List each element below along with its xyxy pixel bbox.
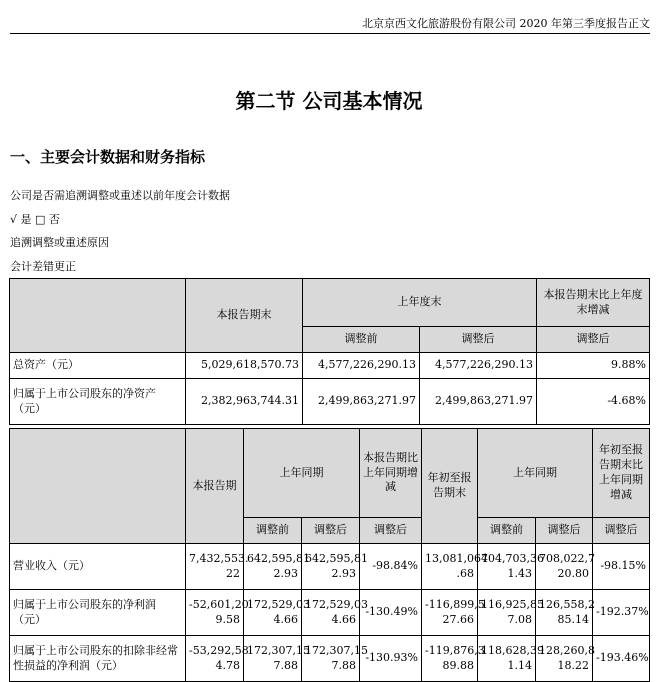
cell-after-ytd-line2: 18.22: [557, 658, 589, 672]
cell-before-line1: 172,307,15: [247, 643, 310, 657]
income-header-after-ytd: 调整后: [536, 518, 593, 544]
cell-ytd-line1: -116,899,5: [425, 597, 485, 611]
income-header-same-last: 上年同期: [244, 429, 360, 518]
table-row: [10, 544, 650, 590]
cell-before-line2: 7.88: [273, 658, 298, 672]
cell-before: 2,499,863,271.97: [303, 379, 420, 425]
table-row: [10, 379, 650, 425]
header-rule: [10, 33, 650, 34]
section-title: 第二节 公司基本情况: [235, 89, 423, 113]
cell-before-ytd-line1: 116,925,85: [481, 597, 544, 611]
cell-before-line1: 642,595,81: [247, 551, 310, 565]
cell-period-change: -130.49%: [360, 590, 422, 636]
income-header-after-change: 调整后: [360, 518, 422, 544]
cell-after-line2: 2.93: [331, 566, 356, 580]
cell-after-ytd-line2: 20.80: [557, 566, 589, 580]
cell-before-line2: 2.93: [273, 566, 298, 580]
income-header-after-ytd-change: 调整后: [593, 518, 650, 544]
balance-header-last-year: 上年度末: [303, 279, 537, 327]
cell-ytd-change: -192.37%: [593, 590, 650, 636]
income-header-after: 调整后: [302, 518, 360, 544]
income-header-period: 本报告期: [186, 429, 244, 544]
cell-before-ytd-line1: 704,703,36: [481, 551, 544, 565]
cell-before: 4,577,226,290.13: [303, 353, 420, 379]
cell-before-line2: 4.66: [273, 612, 298, 626]
cell-period-line2: 4.78: [215, 658, 240, 672]
cell-ytd-line1: 13,081,064: [425, 551, 488, 565]
cell-after-line2: 7.88: [331, 658, 356, 672]
row-label: 归属于上市公司股东的净利润（元）: [10, 590, 186, 636]
balance-header-before: 调整前: [303, 327, 420, 353]
subsection-title: 一、主要会计数据和财务指标: [10, 148, 206, 166]
cell-period-line2: 22: [226, 566, 240, 580]
cell-after-ytd-line1: 708,022,7: [539, 551, 595, 565]
cell-before-line1: 172,529,03: [247, 597, 310, 611]
cell-period-line1: -53,292,58: [189, 643, 249, 657]
balance-header-after-change: 调整后: [537, 327, 650, 353]
paragraph-restatement-reason-label: 追溯调整或重述原因: [10, 236, 109, 249]
cell-after: 4,577,226,290.13: [420, 353, 537, 379]
row-label: 归属于上市公司股东的净资产（元）: [10, 379, 186, 425]
cell-after-line1: 172,307,15: [305, 643, 368, 657]
cell-ytd-line1: -119,876,3: [425, 643, 485, 657]
income-header-before: 调整前: [244, 518, 302, 544]
running-header: 北京京西文化旅游股份有限公司 2020 年第三季度报告正文: [362, 17, 650, 30]
paragraph-restatement-answer: √ 是 □ 否: [10, 213, 60, 226]
income-header-before-ytd: 调整前: [478, 518, 536, 544]
cell-current: 2,382,963,744.31: [186, 379, 303, 425]
cell-ytd-line2: 89.88: [442, 658, 474, 672]
cell-after-ytd-line2: 85.14: [557, 612, 589, 626]
row-label: 总资产（元）: [10, 353, 186, 379]
cell-period-change: -98.84%: [360, 544, 422, 590]
income-header-period-change: 本报告期比上年同期增减: [360, 429, 422, 518]
paragraph-restatement-reason: 会计差错更正: [10, 260, 76, 273]
cell-after-ytd-line1: 128,260,8: [539, 643, 595, 657]
cell-current: 5,029,618,570.73: [186, 353, 303, 379]
income-header-same-last-ytd: 上年同期: [478, 429, 593, 518]
table-row: [10, 590, 650, 636]
balance-header-current: 本报告期末: [186, 279, 303, 353]
cell-before-ytd-line2: 1.43: [507, 566, 532, 580]
cell-after-line2: 4.66: [331, 612, 356, 626]
income-header-ytd-change: 年初至报告期末比上年同期增减: [593, 429, 650, 518]
cell-ytd-line2: .68: [456, 566, 474, 580]
cell-change: -4.68%: [537, 379, 650, 425]
balance-header-change: 本报告期末比上年度末增减: [537, 279, 650, 327]
balance-header-after: 调整后: [420, 327, 537, 353]
cell-before-ytd-line2: 7.08: [507, 612, 532, 626]
cell-period-change: -130.93%: [360, 636, 422, 682]
row-label: 归属于上市公司股东的扣除非经常性损益的净利润（元）: [10, 636, 186, 682]
cell-after-line1: 172,529,03: [305, 597, 368, 611]
cell-after-line1: 642,595,81: [305, 551, 368, 565]
cell-ytd-line2: 27.66: [442, 612, 474, 626]
balance-header-blank: [10, 279, 186, 353]
paragraph-restatement-question: 公司是否需追溯调整或重述以前年度会计数据: [10, 189, 230, 202]
balance-table: [9, 278, 650, 425]
table-row: [10, 353, 650, 379]
cell-ytd-change: -193.46%: [593, 636, 650, 682]
cell-period-line2: 9.58: [215, 612, 240, 626]
cell-period-line1: 7,432,553.: [189, 551, 249, 565]
income-header-blank: [10, 429, 186, 544]
cell-before-ytd-line2: 1.14: [507, 658, 532, 672]
cell-period-line1: -52,601,20: [189, 597, 249, 611]
cell-ytd-change: -98.15%: [593, 544, 650, 590]
cell-after: 2,499,863,271.97: [420, 379, 537, 425]
income-header-ytd: 年初至报告期末: [422, 429, 478, 544]
row-label: 营业收入（元）: [10, 544, 186, 590]
income-table: [9, 428, 650, 682]
cell-before-ytd-line1: 118,628,39: [481, 643, 544, 657]
table-row: [10, 636, 650, 682]
cell-change: 9.88%: [537, 353, 650, 379]
cell-after-ytd-line1: 126,558,2: [539, 597, 595, 611]
